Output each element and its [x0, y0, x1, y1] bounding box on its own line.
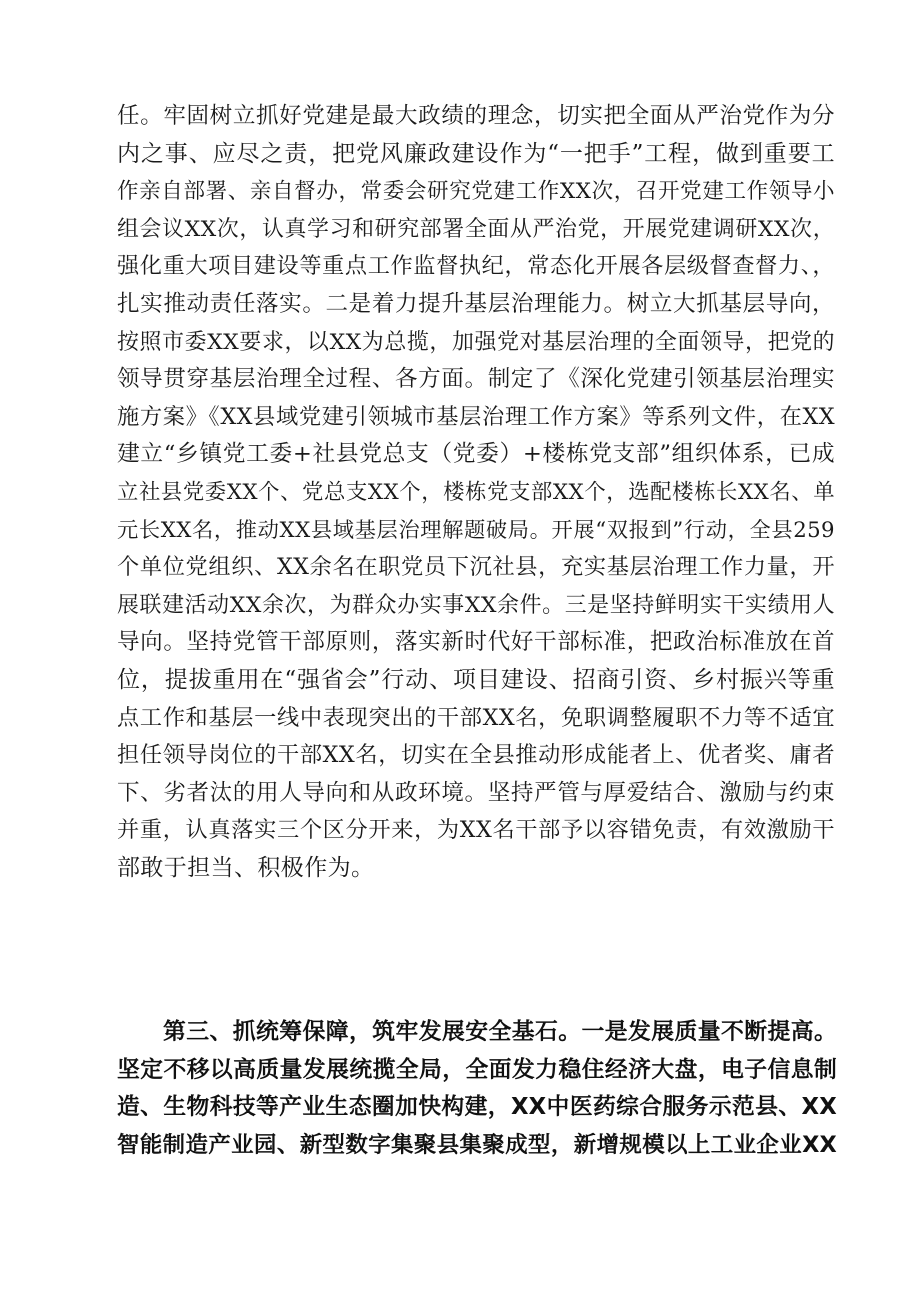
text-line: 下、劣者汰的用人导向和从政环境。坚持严管与厚爱结合、激励与约束	[117, 779, 835, 806]
text-line: 按照市委XX要求，以XX为总揽，加强党对基层治理的全面领导，把党的	[117, 329, 835, 355]
text-line: 作亲自部署、亲自督办，常委会研究党建工作XX次，召开党建工作领导小	[117, 179, 835, 205]
text-line: 担任领导岗位的干部XX名，切实在全县推动形成能者上、优者奖、庸者	[117, 742, 835, 769]
text-line: 内之事、应尽之责，把党风廉政建设作为“一把手”工程，做到重要工	[117, 140, 835, 167]
text-line: 领导贯穿基层治理全过程、各方面。制定了《深化党建引领基层治理实	[117, 366, 835, 393]
text-line: 个单位党组织、XX余名在职党员下沉社县，充实基层治理工作力量，开	[117, 554, 835, 581]
text-line: 点工作和基层一线中表现突出的干部XX名，免职调整履职不力等不适宜	[117, 704, 835, 731]
paragraph-heading-line: 第三、抓统筹保障，筑牢发展安全基石。一是发展质量不断提高。	[163, 1019, 837, 1045]
text-line: 组会议XX次，认真学习和研究部署全面从严治党，开展党建调研XX次，	[117, 216, 836, 242]
text-line: 任。牢固树立抓好党建是最大政绩的理念，切实把全面从严治党作为分	[117, 103, 835, 129]
text-line: 造、生物科技等产业生态圈加快构建，XX中医药综合服务示范县、XX	[117, 1094, 837, 1121]
text-line: 部敢于担当、积极作为。	[117, 854, 375, 881]
text-line: 建立“乡镇党工委+社县党总支（党委）+楼栋党支部”组织体系，已成	[117, 441, 835, 468]
text-line: 并重，认真落实三个区分开来，为XX名干部予以容错免责，有效激励干	[117, 817, 835, 844]
text-line: 扎实推动责任落实。二是着力提升基层治理能力。树立大抓基层导向，	[117, 290, 835, 317]
text-line: 展联建活动XX余次，为群众办实事XX余件。三是坚持鲜明实干实绩用人	[117, 592, 836, 618]
text-line: 施方案》《XX县域党建引领城市基层治理工作方案》等系列文件，在XX	[117, 403, 835, 430]
text-line: 立社县党委XX个、党总支XX个，楼栋党支部XX个，选配楼栋长XX名、单	[117, 479, 835, 505]
text-line: 导向。坚持党管干部原则，落实新时代好干部标准，把政治标准放在首	[117, 629, 835, 656]
text-line: 元长XX名，推动XX县域基层治理解题破局。开展“双报到”行动，全县259	[117, 517, 835, 543]
text-line: 强化重大项目建设等重点工作监督执纪，常态化开展各层级督查督力、，	[117, 253, 835, 280]
paragraph-party-building	[117, 98, 835, 887]
text-line: 智能制造产业园、新型数字集聚县集聚成型，新增规模以上工业企业XX	[117, 1131, 837, 1158]
text-line: 位，提拔重用在“强省会”行动、项目建设、招商引资、乡村振兴等重	[117, 666, 835, 693]
paragraph-overall-planning	[117, 1014, 837, 1164]
text-line: 坚定不移以高质量发展统揽全局，全面发力稳住经济大盘，电子信息制	[117, 1056, 837, 1083]
